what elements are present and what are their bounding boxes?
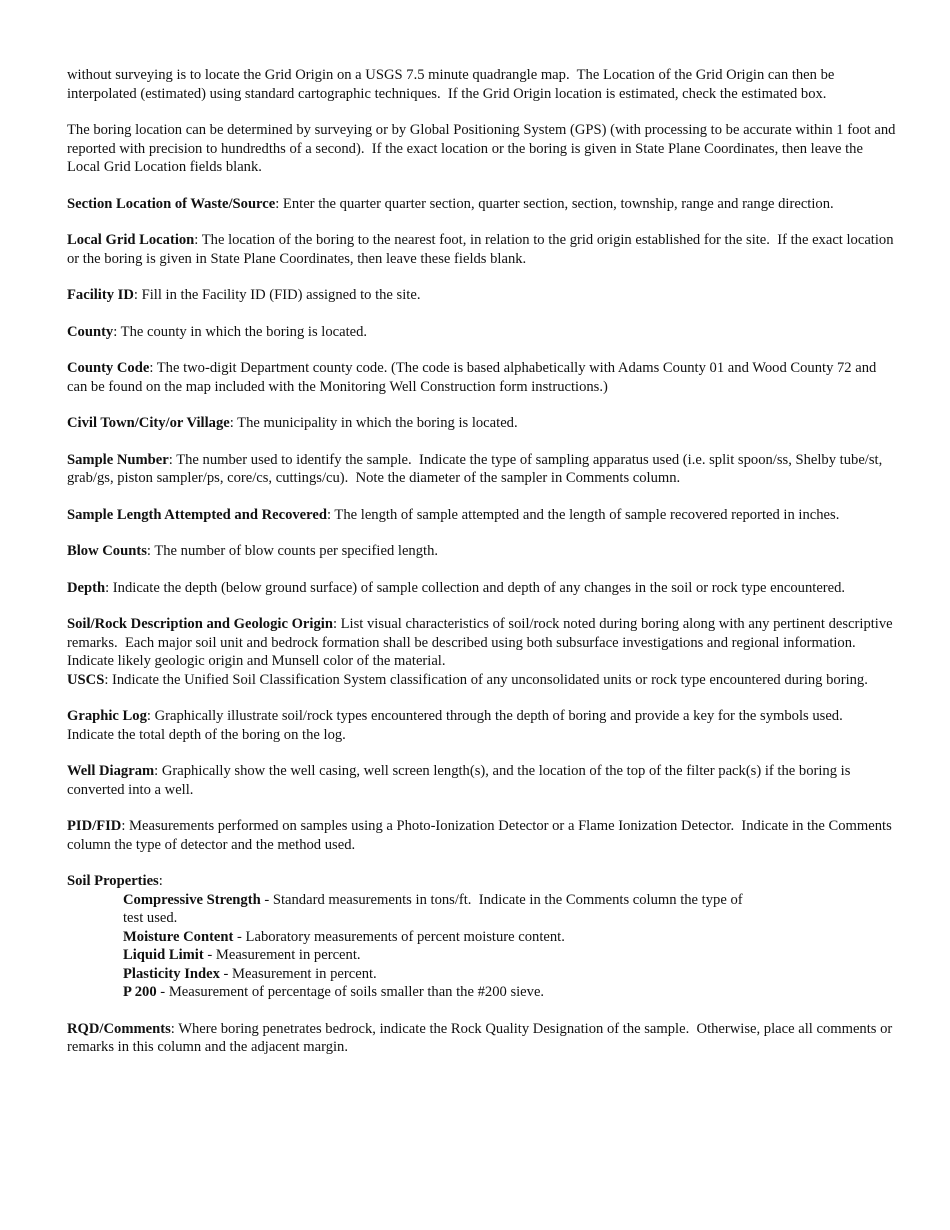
definition-graphic-log <box>67 707 897 744</box>
soil-property-liquid-limit <box>123 946 743 965</box>
document-page <box>67 66 900 1075</box>
definition-term: County <box>67 323 114 340</box>
definition-text: : The two-digit Department county code. (The code is based alphabetically with Adams County 01 and Wood County 72 and can be found on the map included with the Monitoring Well Construction form instructions.) <box>67 360 880 395</box>
property-term: Liquid Limit <box>123 947 204 963</box>
intro-paragraph-grid-origin: without surveying is to locate the Grid Origin on a USGS 7.5 minute quadrangle map. The Location of the Grid Origin can then be interpolated (estimated) using standard cartographic techniques. If the Grid Origin location is estimated, check the estimated box. <box>67 67 839 102</box>
definition-section-location <box>67 195 897 214</box>
definition-blow-counts <box>67 542 897 561</box>
soil-properties-heading <box>67 872 897 891</box>
definition-text: : The length of sample attempted and the length of sample recovered reported in inches. <box>326 506 840 523</box>
definition-term: Depth <box>67 579 106 596</box>
definition-text: : Where boring penetrates bedrock, indicate the Rock Quality Designation of the sample. Otherwise, place all comments or remarks in this column and the adjacent margin. <box>67 1020 896 1055</box>
property-term: Moisture Content <box>123 928 234 945</box>
property-text: - Measurement in percent. <box>219 965 377 982</box>
definition-facility-id <box>67 286 897 305</box>
definition-text: : The municipality in which the boring is located. <box>229 415 518 431</box>
soil-property-p200 <box>123 983 743 1002</box>
definition-term: Soil/Rock Description and Geologic Origin <box>67 616 333 632</box>
definition-county <box>67 323 897 342</box>
property-term: Compressive Strength <box>123 891 261 908</box>
definition-well-diagram <box>67 762 897 799</box>
soil-property-compressive-strength <box>123 891 747 928</box>
definition-term: Graphic Log <box>67 708 147 724</box>
definition-text: : Enter the quarter quarter section, quarter section, section, township, range and range direction. <box>275 195 834 212</box>
definition-text: : The location of the boring to the nearest foot, in relation to the grid origin established for the site. If the exact location or the boring is given in State Plane Coordinates, then leave these fields blank. <box>67 232 898 267</box>
property-text: - Measurement in percent. <box>203 947 361 963</box>
definition-text: : List visual characteristics of soil/rock noted during boring along with any pertinent descriptive remarks. Each major soil unit and bedrock formation shall be described using both subsurface investigations and regional information. Indicate likely geologic origin and Munsell color of the material. <box>67 616 897 669</box>
property-term: Plasticity Index <box>123 965 220 982</box>
definition-term: Sample Length Attempted and Recovered <box>67 506 327 523</box>
definition-term: Soil Properties <box>67 873 159 889</box>
definition-term: RQD/Comments <box>67 1020 171 1037</box>
definition-depth <box>67 579 897 598</box>
soil-properties-list <box>123 891 747 1002</box>
property-text: - Laboratory measurements of percent moisture content. <box>233 928 565 945</box>
definition-sample-length <box>67 506 897 525</box>
property-term: P 200 <box>123 984 157 1000</box>
definition-sample-number <box>67 451 897 488</box>
definition-term: Well Diagram <box>67 763 155 779</box>
definition-text: : Indicate the depth (below ground surface) of sample collection and depth of any changes in the soil or rock type encountered. <box>105 579 846 596</box>
definition-pid-fid <box>67 817 897 854</box>
definition-term: Section Location of Waste/Source <box>67 195 276 212</box>
definition-text: : Indicate the Unified Soil Classification System classification of any unconsolidated units or rock type encountered during boring. <box>104 671 868 688</box>
definition-text: : Graphically illustrate soil/rock types encountered through the depth of boring and provide a key for the symbols used. Indicate the total depth of the boring on the log. <box>67 708 851 743</box>
definition-term: Facility ID <box>67 287 134 303</box>
definition-term: USCS <box>67 671 105 688</box>
property-text: - Measurement of percentage of soils smaller than the #200 sieve. <box>156 984 545 1000</box>
definition-text: : The number used to identify the sample. Indicate the type of sampling apparatus used (i.e. split spoon/ss, Shelby tube/st, grab/gs, piston sampler/ps, core/cs, cuttings/cu). Note the diameter of the sampler in Comments column. <box>67 451 886 486</box>
definition-text: : <box>158 873 163 889</box>
definition-civil-town <box>67 414 897 433</box>
definition-text: : Graphically show the well casing, well screen length(s), and the location of the top of the filter pack(s) if the boring is converted into a well. <box>67 763 855 798</box>
definition-soil-rock-description <box>67 615 897 671</box>
intro-paragraph-boring-location: The boring location can be determined by surveying or by Global Positioning System (GPS) (with processing to be accurate within 1 foot and reported with precision to hundredths of a second). If the exact location or the boring is given in State Plane Coordinates, then leave the Local Grid Location fields blank. <box>67 122 900 175</box>
property-text: - Standard measurements in tons/ft. Indicate in the Comments column the type of test used. <box>123 891 747 926</box>
definition-term: PID/FID <box>67 818 122 834</box>
definition-term: Local Grid Location <box>67 232 195 248</box>
definition-rqd-comments <box>67 1020 897 1057</box>
soil-property-moisture-content <box>123 928 743 947</box>
definition-text: : Fill in the Facility ID (FID) assigned to the site. <box>133 287 421 303</box>
definition-term: County Code <box>67 360 150 376</box>
definition-uscs <box>67 671 897 690</box>
definition-county-code <box>67 359 897 396</box>
definition-text: : Measurements performed on samples using a Photo-Ionization Detector or a Flame Ionization Detector. Indicate in the Comments column the type of detector and the method used. <box>67 818 896 853</box>
definition-term: Blow Counts <box>67 543 147 559</box>
definition-text: : The county in which the boring is located. <box>113 323 368 340</box>
definition-text: : The number of blow counts per specified length. <box>146 543 439 559</box>
soil-property-plasticity-index <box>123 965 743 984</box>
definition-term: Sample Number <box>67 451 169 468</box>
definition-term: Civil Town/City/or Village <box>67 415 230 431</box>
definition-local-grid-location <box>67 231 897 268</box>
